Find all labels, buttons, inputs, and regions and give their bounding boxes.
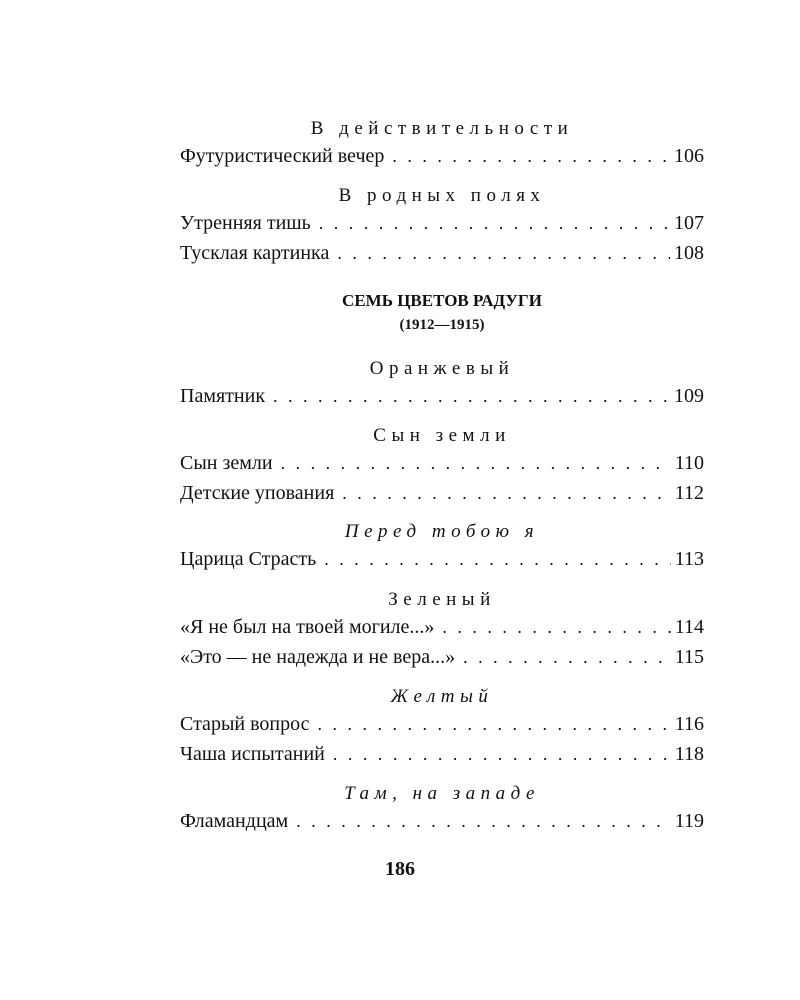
entry-page-number: 118 bbox=[674, 743, 704, 765]
toc-entry[interactable] bbox=[180, 546, 704, 572]
toc-entry[interactable] bbox=[180, 143, 704, 169]
subsection-heading: В действительности bbox=[310, 118, 574, 139]
entry-page-number: 110 bbox=[674, 452, 704, 474]
entry-title: Тусклая картинка bbox=[180, 242, 330, 264]
entry-title: Памятник bbox=[180, 385, 266, 407]
dot-leader bbox=[317, 711, 670, 737]
toc-entry[interactable] bbox=[180, 808, 704, 834]
section-title: СЕМЬ ЦВЕТОВ РАДУГИ bbox=[342, 291, 542, 310]
dot-leader bbox=[442, 614, 670, 640]
toc-entry[interactable] bbox=[180, 240, 704, 266]
entry-title: «Я не был на твоей могиле...» bbox=[180, 616, 435, 638]
entry-page-number: 115 bbox=[674, 646, 704, 668]
toc-entry[interactable] bbox=[180, 480, 704, 506]
entry-title: Чаша испытаний bbox=[180, 743, 325, 765]
toc-entry[interactable] bbox=[180, 450, 704, 476]
toc-entry[interactable] bbox=[180, 711, 704, 737]
subsection-heading: Сын земли bbox=[373, 425, 511, 446]
toc-entry[interactable] bbox=[180, 210, 704, 236]
entry-title: Детские упования bbox=[180, 482, 335, 504]
entry-title: Футуристический вечер bbox=[180, 145, 385, 167]
entry-title: Царица Страсть bbox=[180, 548, 317, 570]
entry-page-number: 106 bbox=[674, 145, 704, 167]
entry-page-number: 116 bbox=[674, 713, 704, 735]
subsection-heading: Желтый bbox=[390, 686, 494, 707]
subsection-heading: Перед тобою я bbox=[344, 521, 540, 542]
subsection-heading: В родных полях bbox=[338, 185, 546, 206]
dot-leader bbox=[324, 546, 670, 572]
subsection-heading: Зеленый bbox=[388, 589, 496, 610]
toc-entry[interactable] bbox=[180, 383, 704, 409]
subsection-heading: Оранжевый bbox=[369, 358, 515, 379]
entry-page-number: 119 bbox=[674, 810, 704, 832]
dot-leader bbox=[463, 644, 671, 670]
dot-leader bbox=[337, 240, 670, 266]
entry-page-number: 113 bbox=[674, 548, 704, 570]
entry-page-number: 114 bbox=[674, 616, 704, 638]
dot-leader bbox=[296, 808, 671, 834]
entry-title: Старый вопрос bbox=[180, 713, 310, 735]
toc-entry[interactable] bbox=[180, 741, 704, 767]
entry-title: Сын земли bbox=[180, 452, 273, 474]
dot-leader bbox=[342, 480, 670, 506]
entry-page-number: 109 bbox=[674, 385, 704, 407]
toc-entry[interactable] bbox=[180, 614, 704, 640]
dot-leader bbox=[333, 741, 671, 767]
section-years: (1912—1915) bbox=[399, 317, 485, 333]
dot-leader bbox=[281, 450, 671, 476]
subsection-heading: Там, на западе bbox=[344, 783, 540, 804]
dot-leader bbox=[392, 143, 670, 169]
dot-leader bbox=[273, 383, 670, 409]
dot-leader bbox=[319, 210, 670, 236]
entry-page-number: 108 bbox=[674, 242, 704, 264]
entry-page-number: 112 bbox=[674, 482, 704, 504]
page-number: 186 bbox=[385, 858, 415, 880]
entry-title: «Это — не надежда и не вера...» bbox=[180, 646, 456, 668]
toc-entry[interactable] bbox=[180, 644, 704, 670]
entry-title: Фламандцам bbox=[180, 810, 289, 832]
entry-page-number: 107 bbox=[674, 212, 704, 234]
entry-title: Утренняя тишь bbox=[180, 212, 311, 234]
